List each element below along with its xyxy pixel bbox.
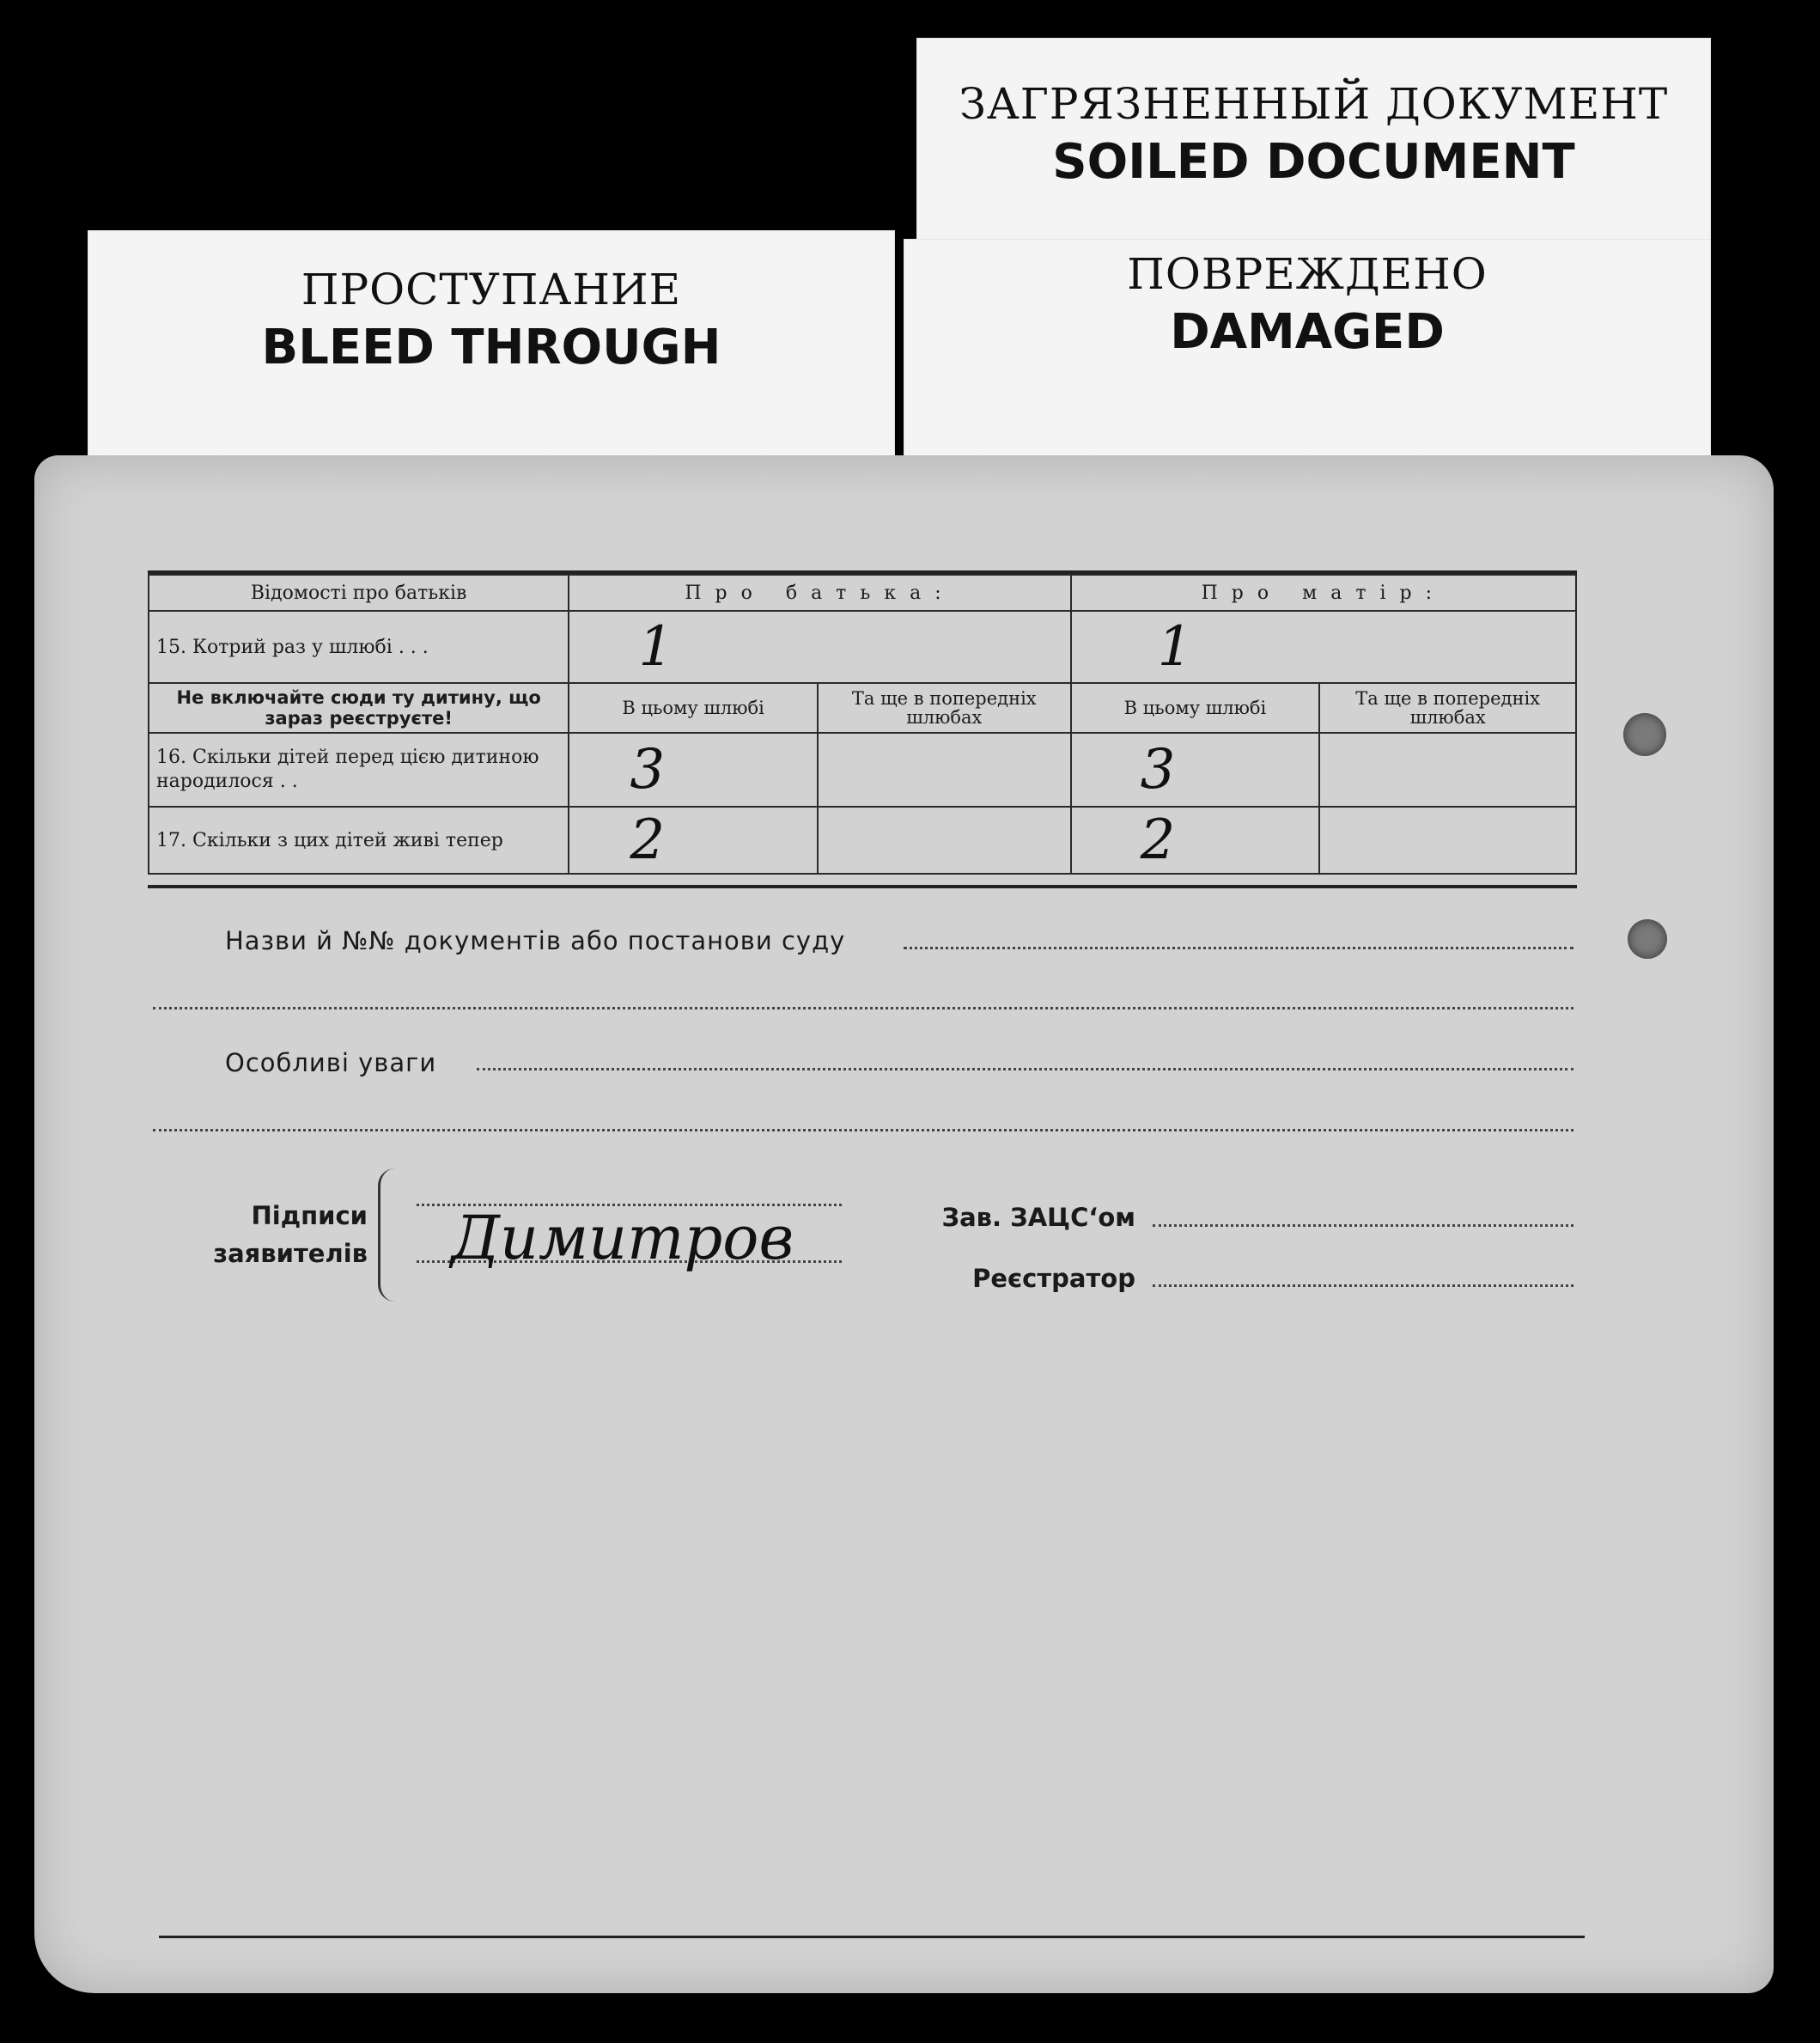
remarks-line — [477, 1068, 1573, 1070]
remarks-label: Особливі уваги — [225, 1048, 437, 1077]
damaged-label-ru: ПОВРЕЖДЕНО — [1127, 249, 1488, 299]
soiled-label-ru: ЗАГРЯЗНЕННЫЙ ДОКУМЕНТ — [959, 79, 1669, 129]
punch-hole — [1628, 919, 1667, 959]
damaged-label — [904, 239, 1711, 471]
row17-father-this-value: 2 — [569, 807, 818, 874]
damaged-label-en: DAMAGED — [1170, 304, 1445, 360]
signatures-brace — [378, 1168, 396, 1302]
soiled-document-label — [916, 38, 1711, 251]
header-parents-info: Відомості про батьків — [149, 575, 569, 611]
documents-label: Назви й №№ документів або постанови суду — [225, 926, 846, 955]
row17-father-prev-value — [818, 807, 1071, 874]
row15-father-value: 1 — [569, 611, 1070, 683]
mother-this-marriage-header: В цьому шлюбі — [1071, 683, 1320, 733]
signatures-label: Підписи заявителів — [213, 1201, 368, 1268]
table-row — [149, 807, 1576, 874]
bleed-through-label — [88, 230, 895, 479]
row15-label: 15. Котрий раз у шлюбі . . . — [149, 611, 569, 683]
father-this-marriage-header: В цьому шлюбі — [569, 683, 818, 733]
applicant-signature: Димитров — [451, 1203, 794, 1273]
parents-info-table — [148, 574, 1577, 875]
mother-prev-marriages-header: Та ще в попередніх шлюбах — [1319, 683, 1576, 733]
registrar-label: Реєстратор — [972, 1264, 1135, 1293]
row16-mother-prev-value — [1319, 733, 1576, 807]
documents-line — [904, 947, 1573, 949]
table-row — [149, 733, 1576, 807]
page-bottom-rule — [159, 1936, 1585, 1938]
row16-father-this-value: 3 — [569, 733, 818, 807]
registrar-line — [1153, 1284, 1573, 1287]
header-mother: Про матір: — [1071, 575, 1576, 611]
row17-mother-prev-value — [1319, 807, 1576, 874]
table-bottom-rule — [148, 885, 1577, 888]
bleed-label-en: BLEED THROUGH — [261, 320, 721, 375]
remarks-line-2 — [153, 1129, 1573, 1131]
head-line — [1153, 1224, 1573, 1227]
soiled-label-en: SOILED DOCUMENT — [1052, 134, 1575, 190]
header-father: Про батька: — [569, 575, 1070, 611]
head-label: Зав. ЗАЦС‘ом — [941, 1203, 1135, 1232]
table-header-row — [149, 575, 1576, 611]
row16-mother-this-value: 3 — [1071, 733, 1320, 807]
documents-line-2 — [153, 1007, 1573, 1009]
row16-father-prev-value — [818, 733, 1071, 807]
father-prev-marriages-header: Та ще в попередніх шлюбах — [818, 683, 1071, 733]
row17-mother-this-value: 2 — [1071, 807, 1320, 874]
table-row — [149, 611, 1576, 683]
exclude-note: Не включайте сюди ту дитину, що зараз реєструєте! — [149, 683, 569, 733]
bleed-label-ru: ПРОСТУПАНИЕ — [301, 265, 682, 314]
row16-label: 16. Скільки дітей перед цією дитиною народилося . . — [149, 733, 569, 807]
row15-mother-value: 1 — [1071, 611, 1576, 683]
row17-label: 17. Скільки з цих дітей живі тепер — [149, 807, 569, 874]
punch-hole — [1623, 713, 1666, 756]
table-subheader-row — [149, 683, 1576, 733]
